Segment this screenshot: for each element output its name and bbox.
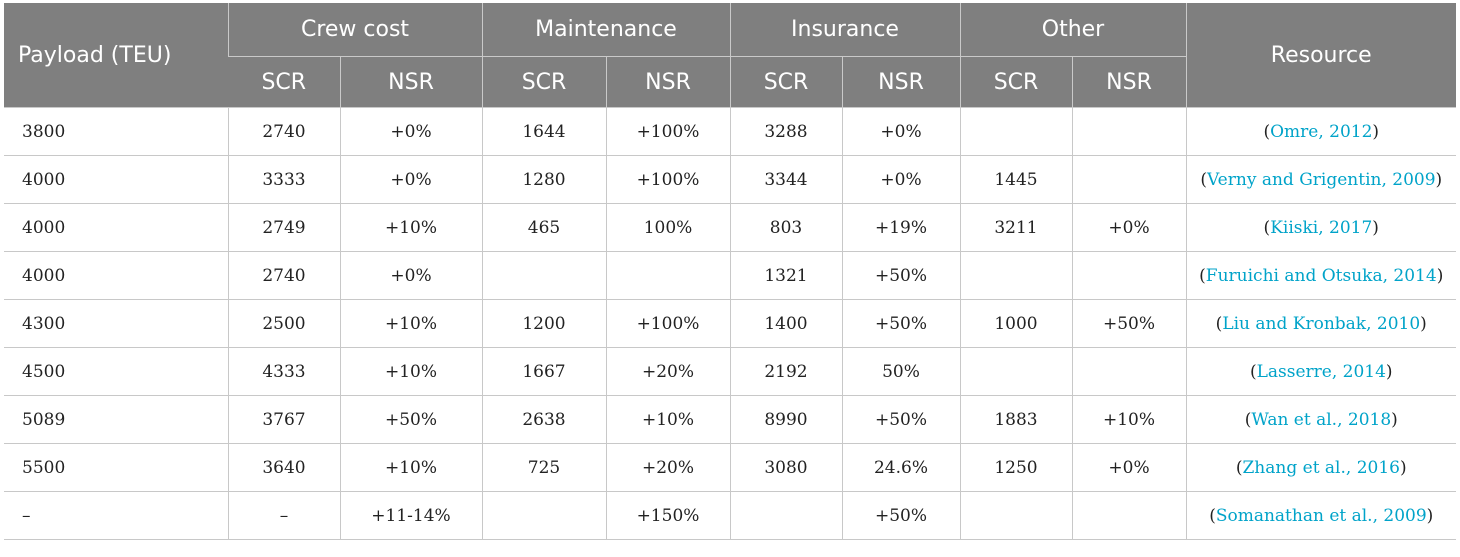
table-row <box>4 252 1456 300</box>
cell-crew-nsr: +0% <box>340 252 482 300</box>
cell-crew-scr: 2500 <box>228 300 340 348</box>
header-ins-nsr: NSR <box>842 57 960 108</box>
reference-link[interactable]: Kiiski, 2017 <box>1270 217 1373 238</box>
header-maintenance: Maintenance <box>482 3 730 57</box>
cell-other-nsr: +10% <box>1072 396 1186 444</box>
cell-crew-scr: 3767 <box>228 396 340 444</box>
cell-other-scr: 1883 <box>960 396 1072 444</box>
cell-maint-nsr: +150% <box>606 492 730 540</box>
cost-comparison-table <box>4 3 1456 540</box>
header-maint-scr: SCR <box>482 57 606 108</box>
cell-other-scr: 1250 <box>960 444 1072 492</box>
cell-maint-scr: 465 <box>482 204 606 252</box>
cell-other-nsr <box>1072 108 1186 156</box>
cell-maint-nsr: +100% <box>606 300 730 348</box>
cell-crew-nsr: +50% <box>340 396 482 444</box>
cell-crew-nsr: +10% <box>340 300 482 348</box>
cell-other-nsr: +0% <box>1072 444 1186 492</box>
cell-maint-scr: 1667 <box>482 348 606 396</box>
header-other-nsr: NSR <box>1072 57 1186 108</box>
cell-maint-scr: 1644 <box>482 108 606 156</box>
cell-other-scr: 1445 <box>960 156 1072 204</box>
cell-resource: (Furuichi and Otsuka, 2014) <box>1186 252 1456 300</box>
cell-ins-nsr: +0% <box>842 156 960 204</box>
cell-other-scr <box>960 492 1072 540</box>
cell-ins-scr: 2192 <box>730 348 842 396</box>
reference-link[interactable]: Lasserre, 2014 <box>1256 361 1386 382</box>
cell-maint-nsr: +20% <box>606 444 730 492</box>
cell-ins-nsr: +0% <box>842 108 960 156</box>
cell-maint-scr <box>482 492 606 540</box>
cell-ins-scr: 3080 <box>730 444 842 492</box>
table-row <box>4 156 1456 204</box>
cell-resource: (Zhang et al., 2016) <box>1186 444 1456 492</box>
cell-crew-nsr: +0% <box>340 108 482 156</box>
cell-resource: (Lasserre, 2014) <box>1186 348 1456 396</box>
cell-other-nsr: +50% <box>1072 300 1186 348</box>
cell-ins-nsr: +50% <box>842 492 960 540</box>
cell-crew-scr: 3640 <box>228 444 340 492</box>
cell-resource: (Kiiski, 2017) <box>1186 204 1456 252</box>
cell-ins-scr <box>730 492 842 540</box>
reference-link[interactable]: Furuichi and Otsuka, 2014 <box>1205 265 1437 286</box>
table-row <box>4 348 1456 396</box>
cell-ins-nsr: +50% <box>842 396 960 444</box>
header-maint-nsr: NSR <box>606 57 730 108</box>
cell-ins-nsr: +50% <box>842 252 960 300</box>
table-row <box>4 204 1456 252</box>
cell-crew-scr: 2740 <box>228 252 340 300</box>
cell-payload: – <box>4 492 228 540</box>
cell-payload: 4300 <box>4 300 228 348</box>
cell-ins-scr: 3288 <box>730 108 842 156</box>
header-crew-cost: Crew cost <box>228 3 482 57</box>
cell-maint-nsr <box>606 252 730 300</box>
cell-crew-nsr: +10% <box>340 444 482 492</box>
cell-maint-nsr: +100% <box>606 156 730 204</box>
cell-payload: 4000 <box>4 204 228 252</box>
reference-link[interactable]: Liu and Kronbak, 2010 <box>1222 313 1421 334</box>
cell-payload: 4000 <box>4 156 228 204</box>
cell-maint-nsr: +20% <box>606 348 730 396</box>
cell-ins-scr: 803 <box>730 204 842 252</box>
cell-other-nsr <box>1072 156 1186 204</box>
cell-other-nsr <box>1072 348 1186 396</box>
cell-payload: 4000 <box>4 252 228 300</box>
header-crew-scr: SCR <box>228 57 340 108</box>
cell-ins-scr: 1400 <box>730 300 842 348</box>
cell-ins-scr: 8990 <box>730 396 842 444</box>
cell-other-scr: 3211 <box>960 204 1072 252</box>
cell-maint-nsr: +10% <box>606 396 730 444</box>
cell-payload: 5500 <box>4 444 228 492</box>
header-payload: Payload (TEU) <box>4 3 228 108</box>
cell-ins-scr: 3344 <box>730 156 842 204</box>
cell-other-nsr <box>1072 252 1186 300</box>
cell-other-scr <box>960 252 1072 300</box>
cell-ins-scr: 1321 <box>730 252 842 300</box>
cell-ins-nsr: 24.6% <box>842 444 960 492</box>
cell-crew-nsr: +0% <box>340 156 482 204</box>
table-row <box>4 108 1456 156</box>
table-row <box>4 300 1456 348</box>
header-row-groups <box>4 3 1456 57</box>
cell-crew-scr: 2740 <box>228 108 340 156</box>
cell-maint-nsr: 100% <box>606 204 730 252</box>
cell-ins-nsr: 50% <box>842 348 960 396</box>
reference-link[interactable]: Omre, 2012 <box>1270 121 1373 142</box>
table-row <box>4 492 1456 540</box>
cell-other-scr: 1000 <box>960 300 1072 348</box>
header-other: Other <box>960 3 1186 57</box>
header-crew-nsr: NSR <box>340 57 482 108</box>
cell-maint-scr: 1200 <box>482 300 606 348</box>
header-other-scr: SCR <box>960 57 1072 108</box>
header-ins-scr: SCR <box>730 57 842 108</box>
cell-maint-scr <box>482 252 606 300</box>
cell-crew-nsr: +10% <box>340 348 482 396</box>
header-resource: Resource <box>1186 3 1456 108</box>
cell-crew-nsr: +10% <box>340 204 482 252</box>
cell-maint-nsr: +100% <box>606 108 730 156</box>
cell-crew-nsr: +11-14% <box>340 492 482 540</box>
reference-link[interactable]: Somanathan et al., 2009 <box>1215 505 1427 526</box>
cell-other-nsr: +0% <box>1072 204 1186 252</box>
cell-maint-scr: 725 <box>482 444 606 492</box>
cell-crew-scr: 2749 <box>228 204 340 252</box>
cell-resource: (Verny and Grigentin, 2009) <box>1186 156 1456 204</box>
cell-maint-scr: 1280 <box>482 156 606 204</box>
header-insurance: Insurance <box>730 3 960 57</box>
cell-ins-nsr: +19% <box>842 204 960 252</box>
cell-other-scr <box>960 108 1072 156</box>
reference-link[interactable]: Verny and Grigentin, 2009 <box>1206 169 1436 190</box>
cell-payload: 5089 <box>4 396 228 444</box>
reference-link[interactable]: Zhang et al., 2016 <box>1242 457 1400 478</box>
table-row <box>4 396 1456 444</box>
cell-other-nsr <box>1072 492 1186 540</box>
cell-payload: 4500 <box>4 348 228 396</box>
cell-ins-nsr: +50% <box>842 300 960 348</box>
cell-resource: (Somanathan et al., 2009) <box>1186 492 1456 540</box>
cell-other-scr <box>960 348 1072 396</box>
cell-crew-scr: – <box>228 492 340 540</box>
table-row <box>4 444 1456 492</box>
cell-resource: (Omre, 2012) <box>1186 108 1456 156</box>
cell-resource: (Liu and Kronbak, 2010) <box>1186 300 1456 348</box>
cell-crew-scr: 3333 <box>228 156 340 204</box>
cell-resource: (Wan et al., 2018) <box>1186 396 1456 444</box>
cell-payload: 3800 <box>4 108 228 156</box>
cell-maint-scr: 2638 <box>482 396 606 444</box>
reference-link[interactable]: Wan et al., 2018 <box>1251 409 1392 430</box>
cell-crew-scr: 4333 <box>228 348 340 396</box>
